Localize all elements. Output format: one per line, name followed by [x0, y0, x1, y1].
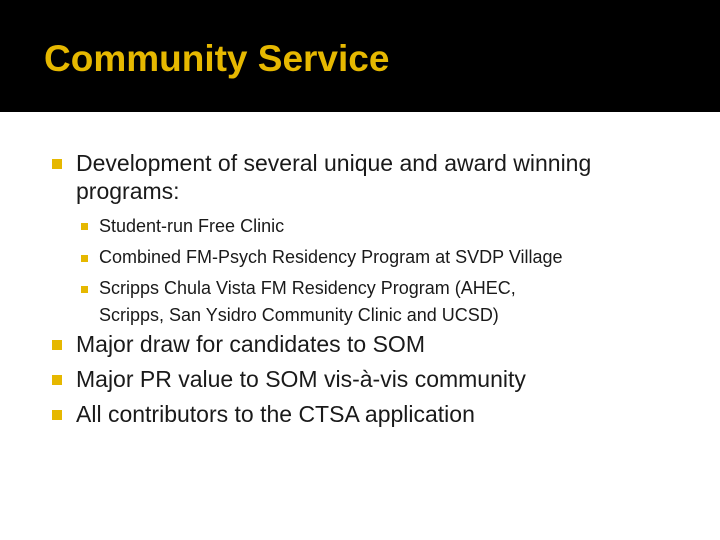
- sub-bullet-text: Combined FM-Psych Residency Program at SVDP Village: [99, 247, 563, 267]
- sub-bullet-text: Scripps Chula Vista FM Residency Program (AHEC,: [99, 278, 516, 298]
- sub-bullet-square-icon: [81, 223, 88, 230]
- bullet-text: Major draw for candidates to SOM: [76, 331, 425, 357]
- sub-bullet-text: Student-run Free Clinic: [99, 216, 285, 236]
- bullet-text: All contributors to the CTSA application: [76, 401, 475, 427]
- sub-bullet-square-icon: [81, 286, 88, 293]
- bullet-square-icon: [52, 340, 62, 350]
- sub-bullet-square-icon: [81, 255, 88, 262]
- bullet-square-icon: [52, 375, 62, 385]
- bullet-text: Major PR value to SOM vis-à-vis community: [76, 366, 526, 392]
- bullet-text: Development of several unique and award winning: [76, 150, 592, 176]
- bullet-text-continued: programs:: [76, 178, 180, 204]
- sub-bullet-text-continued: Scripps, San Ysidro Community Clinic and UCSD): [99, 305, 499, 325]
- bullet-square-icon: [52, 159, 62, 169]
- slide-title: Community Service: [44, 38, 390, 79]
- bullet-square-icon: [52, 410, 62, 420]
